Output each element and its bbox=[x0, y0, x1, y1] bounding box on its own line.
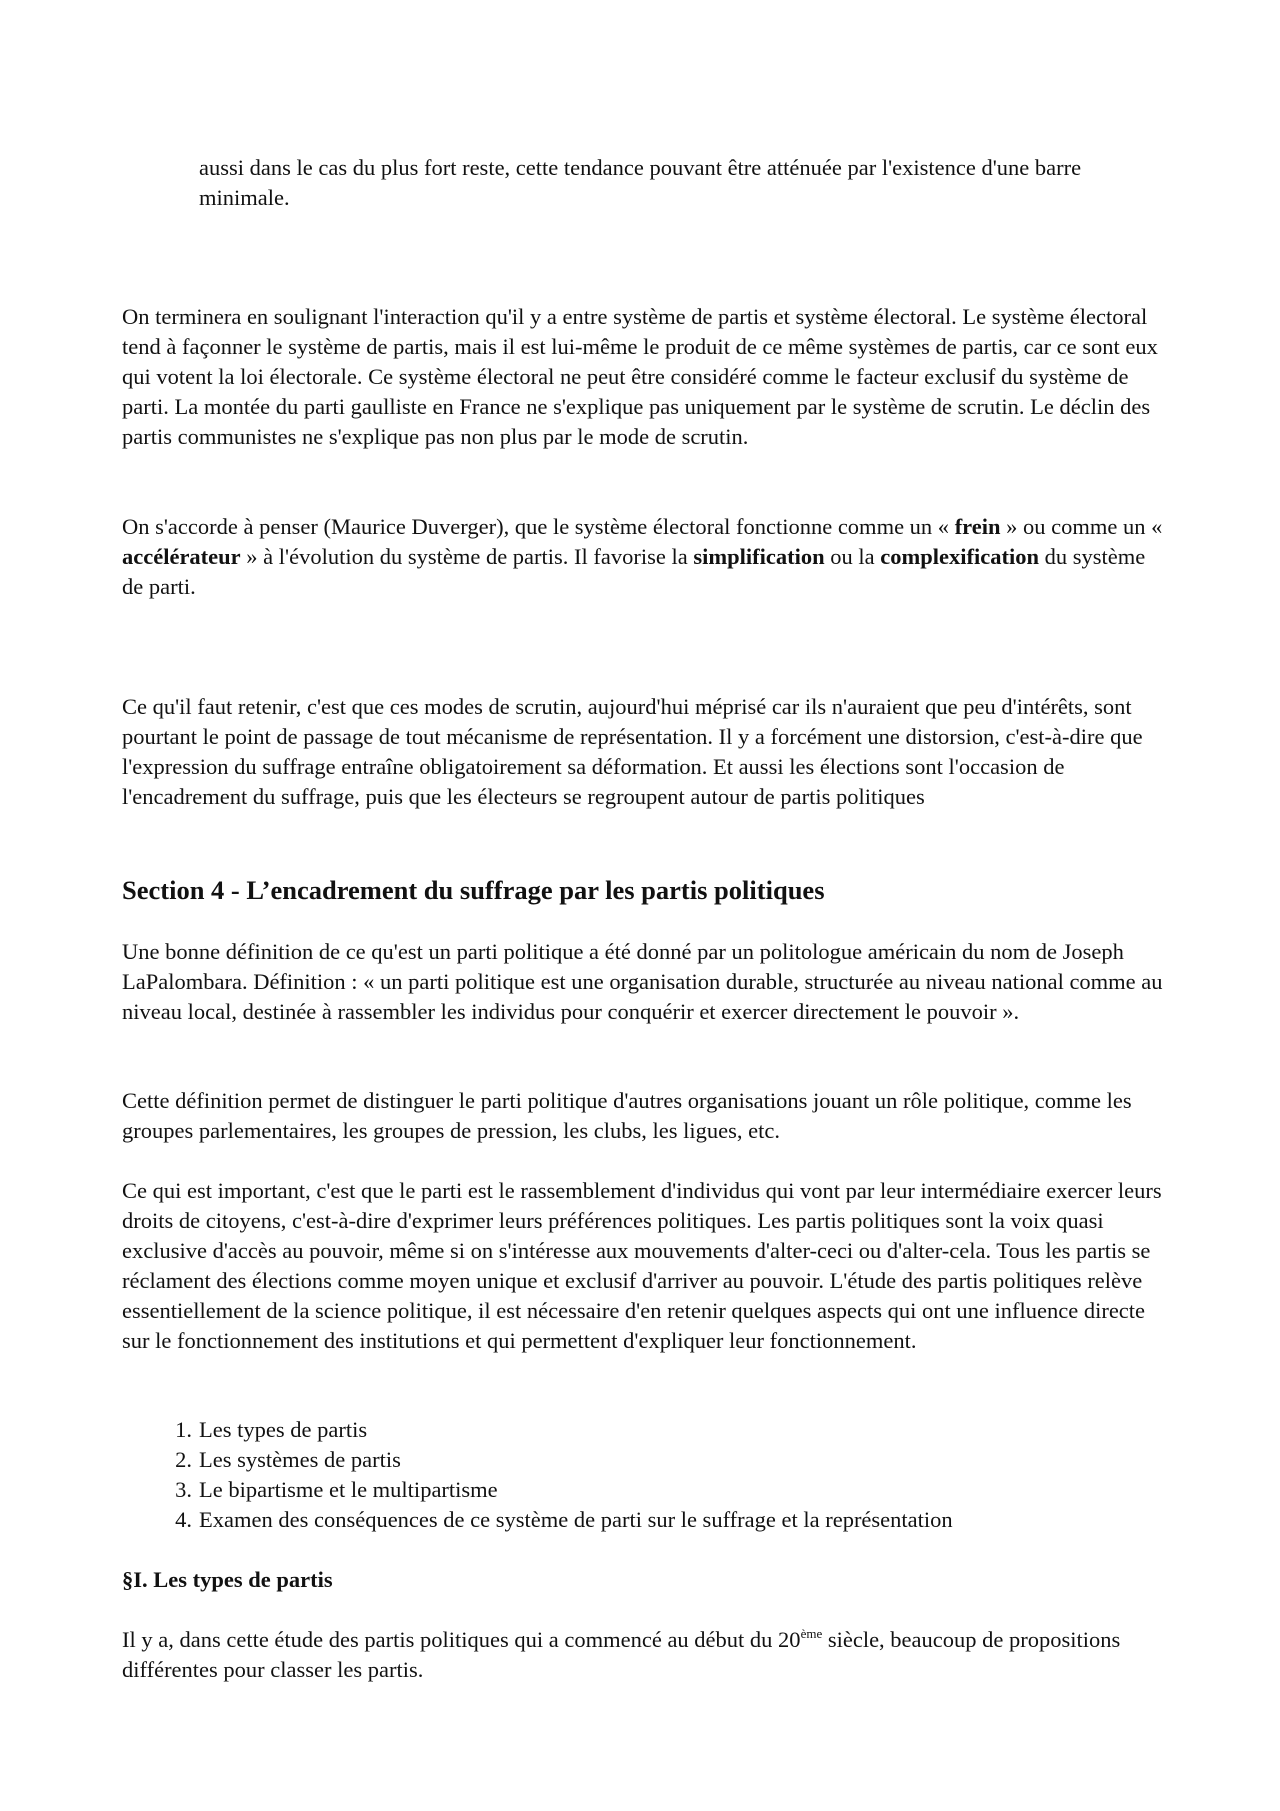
duverger-text-4: ou la bbox=[824, 544, 881, 569]
list-item-text: Les types de partis bbox=[199, 1417, 368, 1442]
list-item bbox=[122, 1445, 1172, 1475]
list-item-number: 4. bbox=[175, 1507, 192, 1532]
subsection-heading: §I. Les types de partis bbox=[122, 1567, 333, 1592]
list-item-text: Examen des conséquences de ce système de parti sur le suffrage et la représentation bbox=[199, 1507, 953, 1532]
paragraph-interaction-systemes: On terminera en soulignant l'interaction qu'il y a entre système de partis et système électoral. Le système électoral tend à façonner le système de partis, mais il est lui-même le produit de ce même systèmes de partis, car ce sont eux qui votent la loi électorale. Ce système électoral ne peut être considéré comme le facteur exclusif du système de parti. La montée du parti gaulliste en France ne s'explique pas uniquement par le système de scrutin. Le déclin des partis communistes ne s'explique pas non plus par le mode de scrutin. bbox=[122, 304, 1158, 449]
types-intro-text-2: siècle, beaucoup de propositions différentes pour classer les partis. bbox=[122, 1627, 1121, 1682]
term-accelerateur: accélérateur bbox=[122, 544, 241, 569]
list-item-number: 3. bbox=[175, 1477, 192, 1502]
ordinal-superscript: ème bbox=[800, 1626, 823, 1641]
list-item bbox=[122, 1475, 1172, 1505]
duverger-text-3: » à l'évolution du système de partis. Il favorise la bbox=[240, 544, 694, 569]
term-complexification: complexification bbox=[880, 544, 1039, 569]
term-simplification: simplification bbox=[693, 544, 825, 569]
paragraph-types-intro bbox=[122, 1625, 1172, 1685]
list-item-text: Le bipartisme et le multipartisme bbox=[199, 1477, 498, 1502]
list-item-text: Les systèmes de partis bbox=[199, 1447, 401, 1472]
outline-list bbox=[122, 1415, 1172, 1535]
list-item-number: 2. bbox=[175, 1447, 192, 1472]
term-frein: frein bbox=[954, 514, 1001, 539]
list-item bbox=[122, 1415, 1172, 1445]
list-item-number: 1. bbox=[175, 1417, 192, 1442]
continuation-paragraph: aussi dans le cas du plus fort reste, cette tendance pouvant être atténuée par l'existence d'une barre minimale. bbox=[199, 155, 1082, 210]
duverger-text-5: du système de parti. bbox=[122, 544, 1146, 599]
paragraph-importance: Ce qui est important, c'est que le parti est le rassemblement d'individus qui vont par leur intermédiaire exercer leurs droits de citoyens, c'est-à-dire d'exprimer leurs préférences politiques. Les partis politiques sont la voix quasi exclusive d'accès au pouvoir, même si on s'intéresse aux mouvements d'alter-ceci ou d'alter-cela. Tous les partis se réclament des élections comme moyen unique et exclusif d'arriver au pouvoir. L'étude des partis politiques relève essentiellement de la science politique, il est nécessaire d'en retenir quelques aspects qui ont une influence directe sur le fonctionnement des institutions et qui permettent d'expliquer leur fonctionnement. bbox=[122, 1178, 1162, 1353]
paragraph-retenir: Ce qu'il faut retenir, c'est que ces modes de scrutin, aujourd'hui méprisé car ils n'auraient que peu d'intérêts, sont pourtant le point de passage de tout mécanisme de représentation. Il y a forcément une distorsion, c'est-à-dire que l'expression du suffrage entraîne obligatoirement sa déformation. Et aussi les élections sont l'occasion de l'encadrement du suffrage, puis que les électeurs se regroupent autour de partis politiques bbox=[122, 694, 1143, 809]
duverger-text-1: On s'accorde à penser (Maurice Duverger), que le système électoral fonctionne comme un « bbox=[122, 514, 955, 539]
paragraph-duverger bbox=[122, 512, 1172, 602]
duverger-text-2: » ou comme un « bbox=[1000, 514, 1163, 539]
paragraph-distinction: Cette définition permet de distinguer le parti politique d'autres organisations jouant un rôle politique, comme les groupes parlementaires, les groupes de pression, les clubs, les ligues, etc. bbox=[122, 1088, 1132, 1143]
section-heading: Section 4 - L’encadrement du suffrage par les partis politiques bbox=[122, 875, 825, 905]
types-intro-text-1: Il y a, dans cette étude des partis politiques qui a commencé au début du 20 bbox=[122, 1627, 801, 1652]
paragraph-definition: Une bonne définition de ce qu'est un parti politique a été donné par un politologue américain du nom de Joseph LaPalombara. Définition : « un parti politique est une organisation durable, structurée au niveau national comme au niveau local, destinée à rassembler les individus pour conquérir et exercer directement le pouvoir ». bbox=[122, 939, 1163, 1024]
list-item bbox=[122, 1505, 1172, 1535]
